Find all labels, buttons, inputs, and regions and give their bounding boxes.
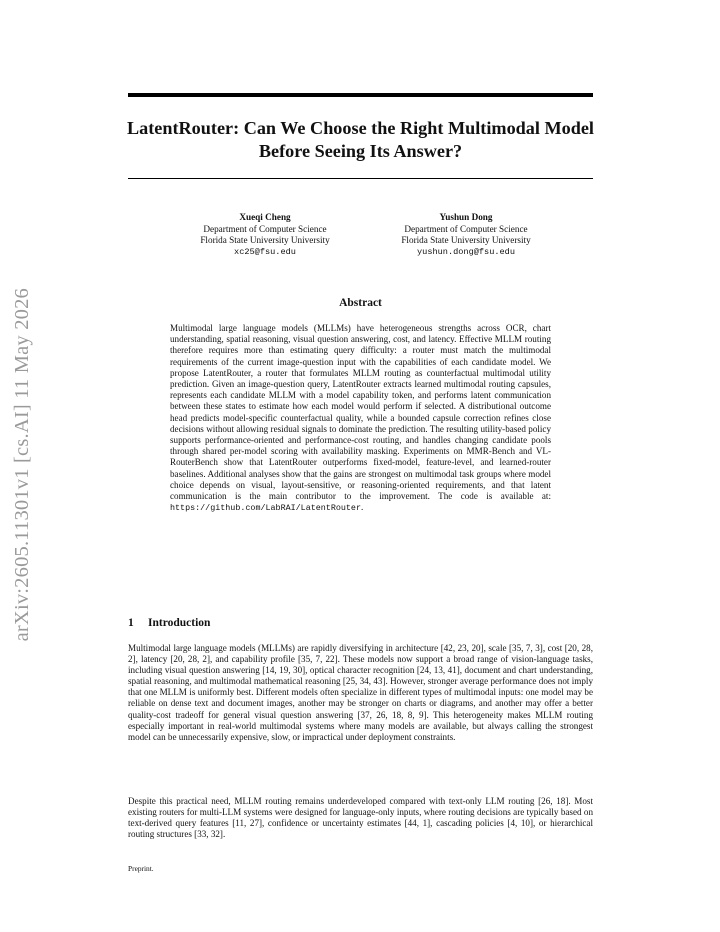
arxiv-identifier-text: arXiv:2605.11301v1 [cs.AI] 11 May 2026	[10, 288, 33, 642]
intro-paragraph-1: Multimodal large language models (MLLMs) are rapidly diversifying in architecture [42, 23, 20], scale [35, 7, 3], cost [20, 28, 2], latency [20, 28, 2], and capability profile [35, 7, 22]. These models now support a broad range of vision-language tasks, including visual question answering [14, 19, 30], optical character recognition [24, 13, 41], document and chart understanding, spatial reasoning, and multimodal mathematical reasoning [25, 34, 43]. However, stronger average performance does not imply that one MLLM is uniformly best. Different models often specialize in different types of multimodal inputs: one model may be reliable on dense text and document images, another may be stronger on charts or diagrams, and another may offer a better quality-cost tradeoff for general visual question answering [37, 26, 18, 8, 9]. This heterogeneity makes MLLM routing especially important in real-world multimodal systems where many models are available, but always calling the strongest model can be unnecessarily expensive, slow, or impractical under deployment constraints.	[128, 643, 593, 742]
abstract-text: Multimodal large language models (MLLMs) have heterogeneous strengths across OCR, chart understanding, spatial reasoning, visual question answering, cost, and latency. Effective MLLM routing therefore requires more than estimating query difficulty: a router must match the multimodal requirements of the current image-question input with the capabilities of each candidate model. We propose LatentRouter, a router that formulates MLLM routing as counterfactual multimodal utility prediction. Given an image-question query, LatentRouter extracts learned multimodal routing capsules, represents each candidate MLLM with a model capability token, and performs latent communication between these states to estimate how each model would perform if selected. A distributional outcome head predicts model-specific counterfactual quality, while a bounded capsule correction refines close decisions without allowing residual signals to dominate the prediction. The resulting utility-based policy supports performance-oriented and performance-cost routing, and handles changing candidate pools through shared per-model scoring with availability masking. Experiments on MMR-Bench and VL-RouterBench show that LatentRouter outperforms fixed-model, feature-level, and learned-router baselines. Additional analyses show that the gains are strongest on multimodal task groups where model choice depends on visual, layout-sensitive, or reasoning-oriented requirements, and that latent communication is the main contributor to the improvement. The code is available at:	[170, 323, 551, 502]
code-url-link[interactable]: https://github.com/LabRAI/LatentRouter	[170, 503, 361, 514]
author-name: Yushun Dong	[439, 212, 493, 222]
abstract-end: .	[360, 502, 364, 513]
author-email: xc25@fsu.edu	[234, 246, 296, 257]
title-bottom-rule	[128, 178, 593, 179]
author-department: Department of Computer Science	[203, 223, 327, 234]
author-name: Xueqi Cheng	[239, 212, 291, 222]
intro-paragraph-2: Despite this practical need, MLLM routing remains underdeveloped compared with text-only LLM routing [26, 18]. Most existing routers for multi-LLM systems were designed for language-only inputs, where routing decisions are typically based on text-derived query features [11, 27], confidence or uncertainty estimates [44, 1], cascading policies [4, 10], or hierarchical routing structures [33, 32].	[128, 796, 593, 840]
title-top-rule	[128, 93, 593, 97]
author-affiliation: Florida State University University	[401, 235, 531, 245]
arxiv-identifier-stamp	[2, 260, 42, 670]
paper-title: LatentRouter: Can We Choose the Right Multimodal Model Before Seeing Its Answer?	[127, 118, 594, 161]
abstract-body	[170, 323, 551, 514]
author-block-1	[155, 212, 375, 258]
author-email: yushun.dong@fsu.edu	[417, 246, 515, 257]
author-block-2	[356, 212, 576, 258]
author-affiliation: Florida State University University	[200, 235, 330, 245]
author-department: Department of Computer Science	[404, 223, 528, 234]
abstract-heading: Abstract	[339, 297, 382, 309]
section-heading-introduction	[128, 617, 210, 629]
preprint-footer: Preprint.	[128, 864, 154, 873]
section-title: Introduction	[148, 617, 211, 629]
section-number: 1	[128, 617, 134, 629]
